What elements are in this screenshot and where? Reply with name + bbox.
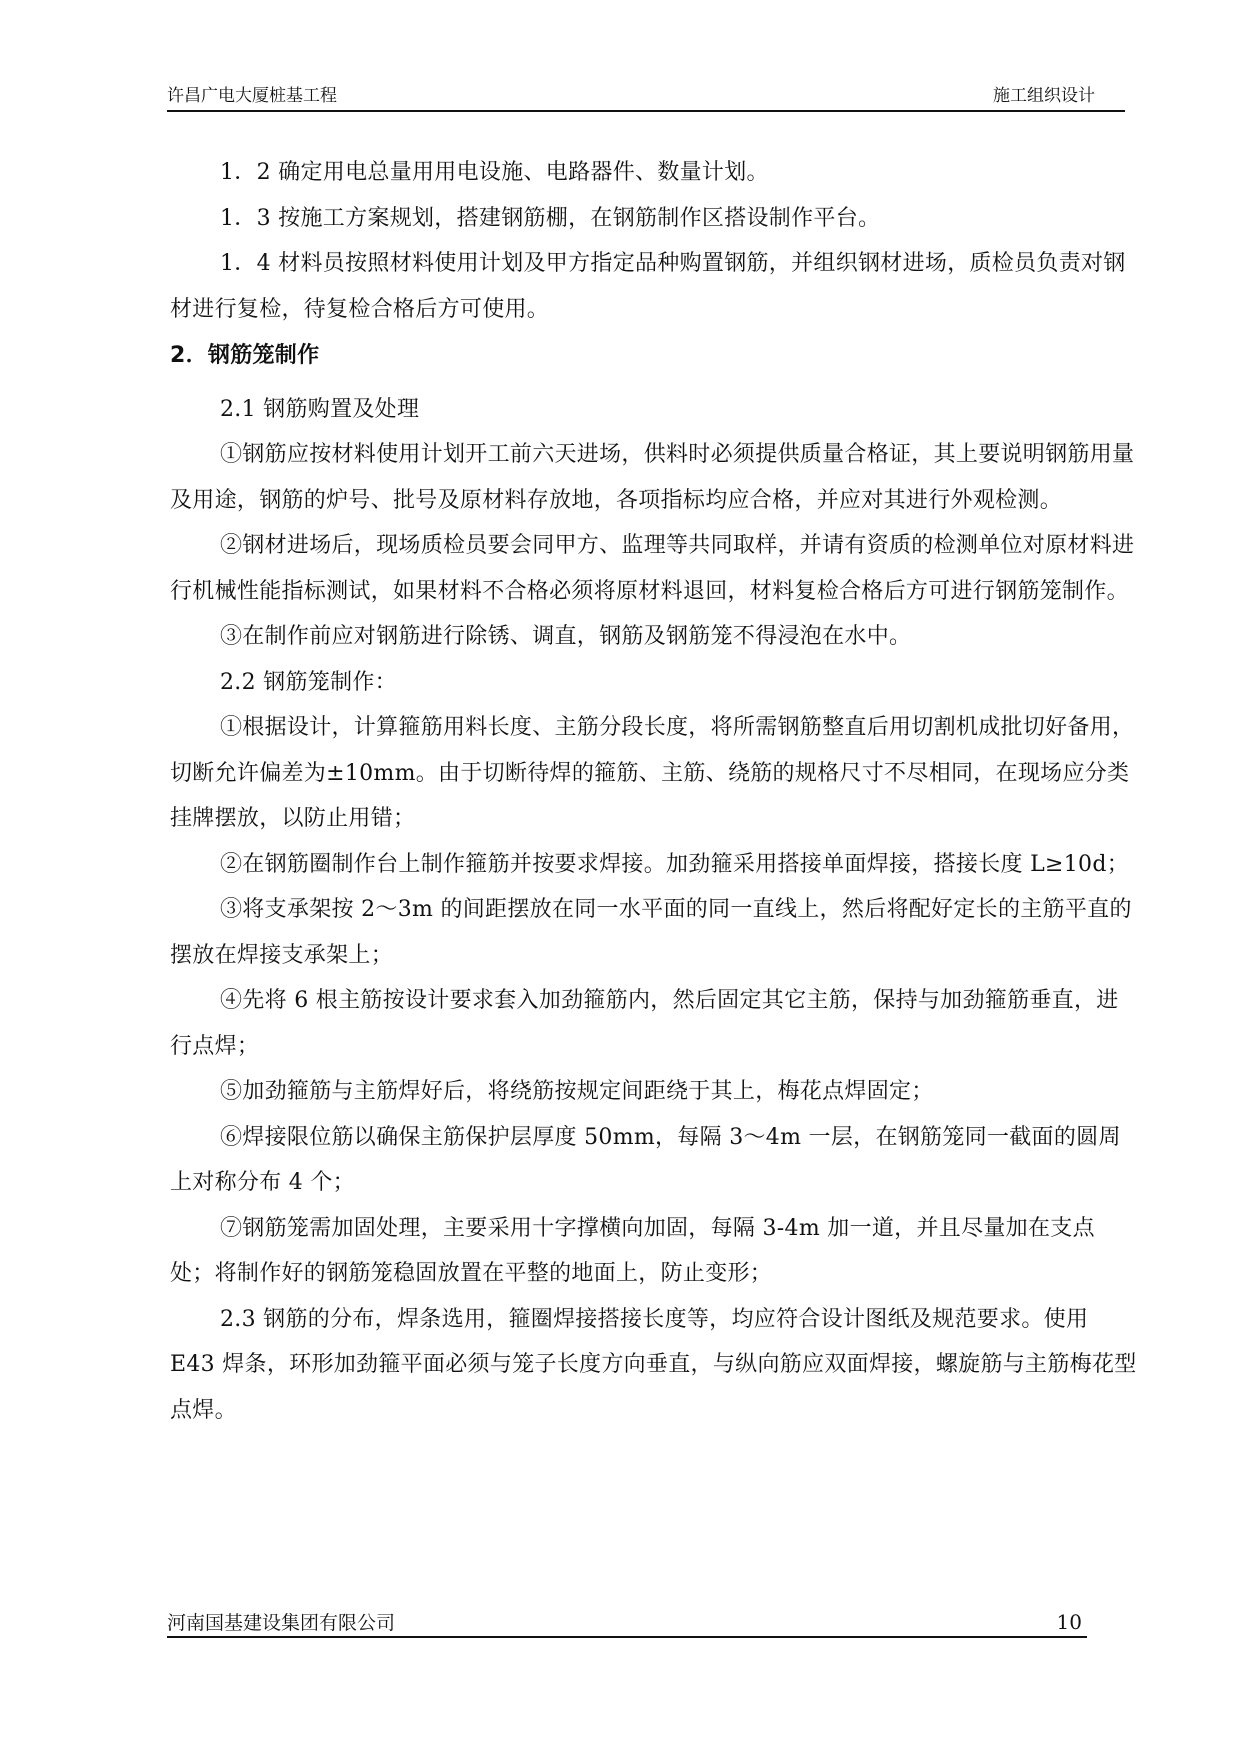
paragraph: 2.3 钢筋的分布，焊条选用，箍圈焊接搭接长度等，均应符合设计图纸及规范要求。使用 E43 焊条，环形加劲箍平面必须与笼子长度方向垂直，与纵向筋应双面焊接，螺旋筋与主筋梅花型点焊。: [170, 1306, 1137, 1423]
subsection-title: 2.1 钢筋购置及处理: [220, 396, 420, 422]
paragraph: 1．3 按施工方案规划，搭建钢筋棚，在钢筋制作区搭设制作平台。: [220, 205, 881, 231]
header-document-type: 施工组织设计: [993, 86, 1095, 106]
paragraph: ③在制作前应对钢筋进行除锈、调直，钢筋及钢筋笼不得浸泡在水中。: [220, 624, 912, 649]
paragraph: ②钢材进场后，现场质检员要会同甲方、监理等共同取样，并请有资质的检测单位对原材料进行机械性能指标测试，如果材料不合格必须将原材料退回，材料复检合格后方可进行钢筋笼制作。: [170, 533, 1135, 604]
paragraph: ⑦钢筋笼需加固处理，主要采用十字撑横向加固，每隔 3-4m 加一道，并且尽量加在支点处；将制作好的钢筋笼稳固放置在平整的地面上，防止变形；: [170, 1215, 1095, 1286]
paragraph: ①钢筋应按材料使用计划开工前六天进场，供料时必须提供质量合格证，其上要说明钢筋用量及用途，钢筋的炉号、批号及原材料存放地，各项指标均应合格，并应对其进行外观检测。: [170, 442, 1135, 513]
document-body: [170, 150, 1138, 1433]
paragraph: ③将支承架按 2～3m 的间距摆放在同一水平面的同一直线上，然后将配好定长的主筋平直的摆放在焊接支承架上；: [170, 897, 1132, 968]
section-heading: 2．钢筋笼制作: [170, 343, 320, 368]
paragraph: 1．4 材料员按照材料使用计划及甲方指定品种购置钢筋，并组织钢材进场，质检员负责对钢材进行复检，待复检合格后方可使用。: [170, 251, 1126, 322]
paragraph: ①根据设计，计算箍筋用料长度、主筋分段长度，将所需钢筋整直后用切割机成批切好备用，切断允许偏差为±10mm。由于切断待焊的箍筋、主筋、绕筋的规格尺寸不尽相同，在现场应分类挂牌摆放，以防止用错；: [170, 715, 1135, 831]
paragraph: ⑤加劲箍筋与主筋焊好后，将绕筋按规定间距绕于其上，梅花点焊固定；: [220, 1079, 934, 1104]
paragraph: ④先将 6 根主筋按设计要求套入加劲箍筋内，然后固定其它主筋，保持与加劲箍筋垂直，进行点焊；: [170, 988, 1119, 1059]
page-footer: [167, 1608, 1087, 1638]
paragraph: ②在钢筋圈制作台上制作箍筋并按要求焊接。加劲箍采用搭接单面焊接，搭接长度 L≥10d；: [220, 851, 1130, 877]
subsection-title: 2.2 钢筋笼制作：: [220, 669, 397, 695]
footer-company-name: 河南国基建设集团有限公司: [167, 1612, 396, 1634]
paragraph: ⑥焊接限位筋以确保主筋保护层厚度 50mm，每隔 3～4m 一层，在钢筋笼同一截面的圆周上对称分布 4 个；: [170, 1124, 1121, 1195]
paragraph: 1．2 确定用电总量用用电设施、电路器件、数量计划。: [220, 160, 769, 185]
page-header: [167, 82, 1125, 112]
page-number: 10: [1056, 1610, 1082, 1634]
header-project-title: 许昌广电大厦桩基工程: [167, 86, 337, 106]
